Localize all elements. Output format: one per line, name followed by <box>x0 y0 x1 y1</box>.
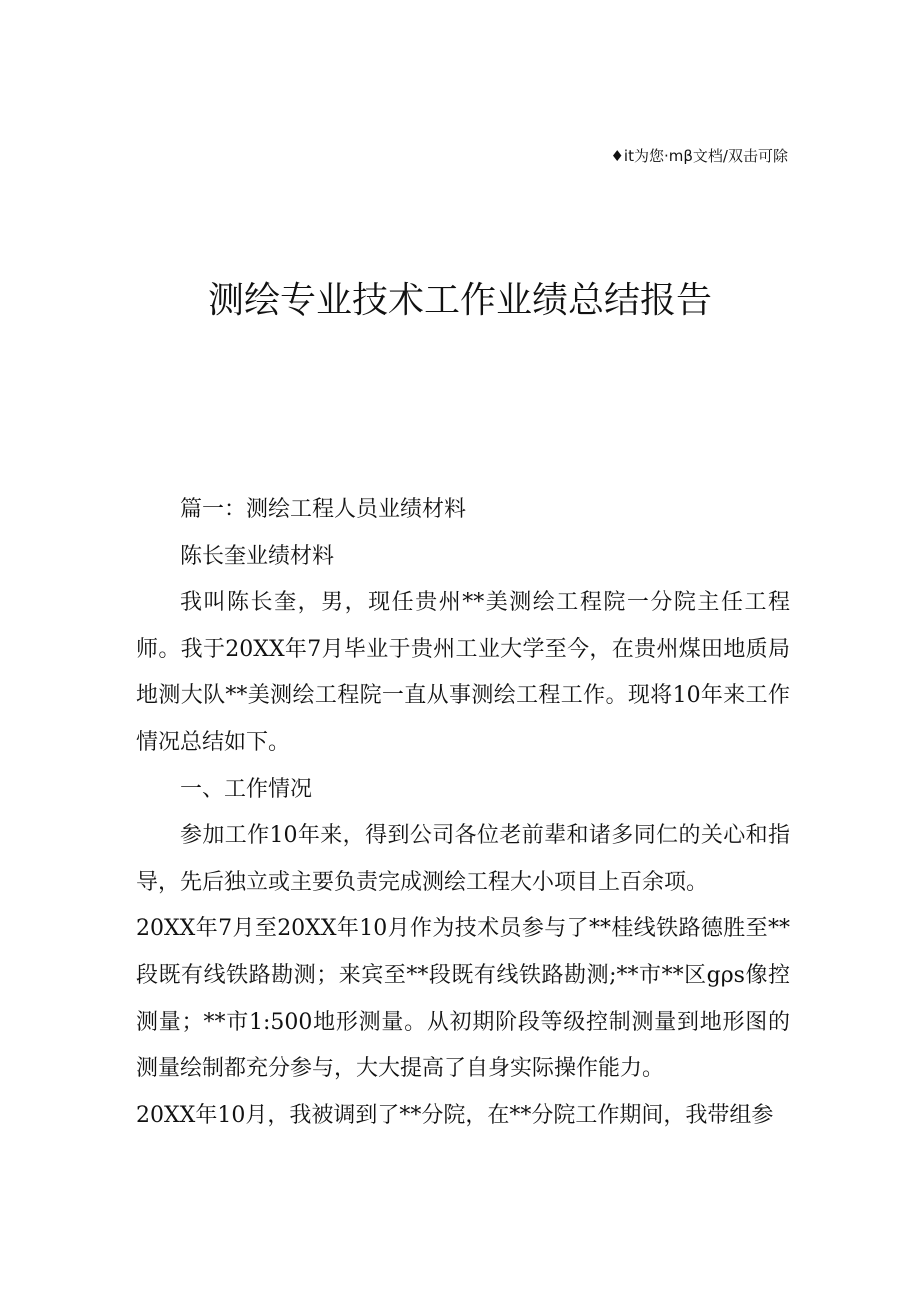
section-heading: 篇一：测绘工程人员业绩材料 <box>180 497 467 522</box>
document-title: 测绘专业技术工作业绩总结报告 <box>207 280 712 321</box>
subheading: 陈长奎业绩材料 <box>180 543 335 569</box>
document-body <box>136 487 790 1139</box>
section-heading: 一、工作情况 <box>180 776 313 802</box>
header-note: ♦it为您·mβ文档/双击可除 <box>610 147 788 165</box>
body-paragraph: 20XX年7月至20XX年10月作为技术员参与了**桂线铁路德胜至**段既有线铁路勘测；来宾至**段既有线铁路勘测;**市**区gρs像控测量；**市1:500地形测量。从初期阶段等级控制测量到地形图的测量绘制都充分参与，大大提高了自身实际操作能力。 <box>136 916 790 1082</box>
body-paragraph: 我叫陈长奎，男，现任贵州**美测绘工程院一分院主任工程师。我于20XX年7月毕业于贵州工业大学至今，在贵州煤田地质局地测大队**美测绘工程院一直从事测绘工程工作。现将10年来工作情况总结如下。 <box>136 590 790 755</box>
body-paragraph: 20XX年10月，我被调到了**分院，在**分院工作期间，我带组参 <box>136 1102 774 1128</box>
body-paragraph: 参加工作10年来，得到公司各位老前辈和诸多同仁的关心和指导，先后独立或主要负责完成测绘工程大小项目上百余项。 <box>136 823 790 895</box>
